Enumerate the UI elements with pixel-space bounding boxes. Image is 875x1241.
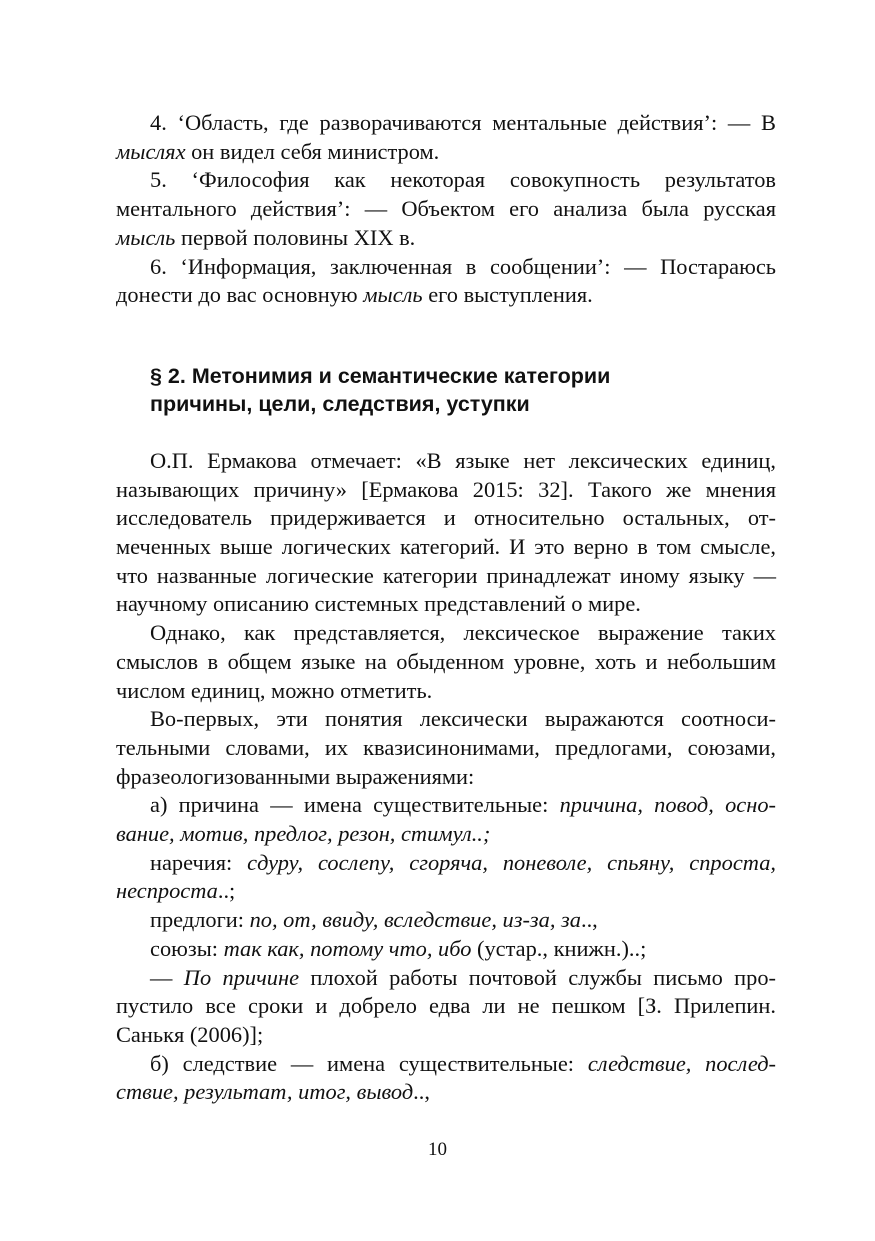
example-5-text-end: первой половины XIX в. [175,224,416,250]
example-6-text-end: его выступления. [422,282,593,308]
list-item-text-end: ..; [217,878,236,904]
list-item-text-end: (устар., книжн.)..; [471,935,647,961]
section-heading-line-2: причины, цели, следствия, уступки [150,391,530,416]
quotation-italic: По причине [183,964,300,990]
example-5 [116,166,776,252]
example-6 [116,253,776,310]
list-item-text: наречия: [150,849,248,875]
list-item-text: а) причина — имена существительные: [150,792,560,818]
list-item-text-end: .., [580,907,598,933]
example-5-text: 5. ‘Философия как некоторая совокупность результатов ментального действия’: — Объектом его анализа была русская [116,167,776,222]
quotation-dash: — [150,964,184,990]
spacer [116,310,776,362]
list-item-cause-nouns [116,791,776,848]
example-4-italic: мыслях [116,138,186,164]
list-item-examples: сдуру, сослепу, сгоряча, поневоле, спьяну, спроста, неспроста [116,849,776,904]
list-item-adverbs [116,849,776,906]
paragraph-2: Однако, как представляется, лексическое выражение таких смыслов в общем языке на обыденном уровне, хоть и небольшим числом единиц, можно отметить. [116,620,776,703]
example-4-text-end: он видел себя министром. [185,138,440,164]
list-item-examples: так как, потому что, ибо [223,935,472,961]
example-5-italic: мысль [116,224,176,250]
example-4 [116,109,776,166]
list-item-text: б) следствие — имена существительные: [150,1050,588,1076]
list-item-prepositions [116,906,776,935]
example-4-text: 4. ‘Область, где разворачиваются ментальные действия’: — В [150,110,776,135]
list-item-examples: по, от, ввиду, вследствие, из-за, за [249,907,581,933]
section-heading-line-1: § 2. Метонимия и семантические категории [150,363,611,388]
list-item-examples: следствие, последствие, результат, итог, вывод [116,1050,776,1105]
page-number: 10 [428,1139,447,1160]
list-item-text: союзы: [150,935,224,961]
list-item-conjunctions [116,935,776,964]
list-item-consequence-nouns [116,1050,776,1107]
section-heading [116,362,776,418]
paragraph-3: Во-первых, эти понятия лексически выражаются соотносительными словами, их квазисинонимами, предлогами, союзами, фразеологизованными выражениями: [116,706,776,789]
quotation-example [116,964,776,1050]
paragraph-1: О.П. Ермакова отмечает: «В языке нет лексических единиц, называющих причину» [Ермакова 2015: 32]. Такого же мнения исследователь придерживается и относительно остальных, отмеченных выше логических категорий. И это верно в том смысле, что названные логические категории принадлежат иному языку — научному описанию системных представлений о мире. [116,447,776,617]
list-item-text: предлоги: [150,907,250,933]
page-content [116,109,776,1107]
quotation-text: плохой работы почтовой службы письмо пропустило все сроки и добрело едва ли не пешком [З. Прилепин. Санькя (2006)]; [116,964,776,1047]
list-item-text-end: .., [413,1079,430,1105]
example-6-italic: мысль [363,282,423,308]
spacer [116,418,776,447]
example-6-text: 6. ‘Информация, заключенная в сообщении’: — Постараюсь донести до вас основную [116,253,776,308]
list-item-examples: причина, повод, основание, мотив, предлог, резон, стимул..; [116,792,776,847]
